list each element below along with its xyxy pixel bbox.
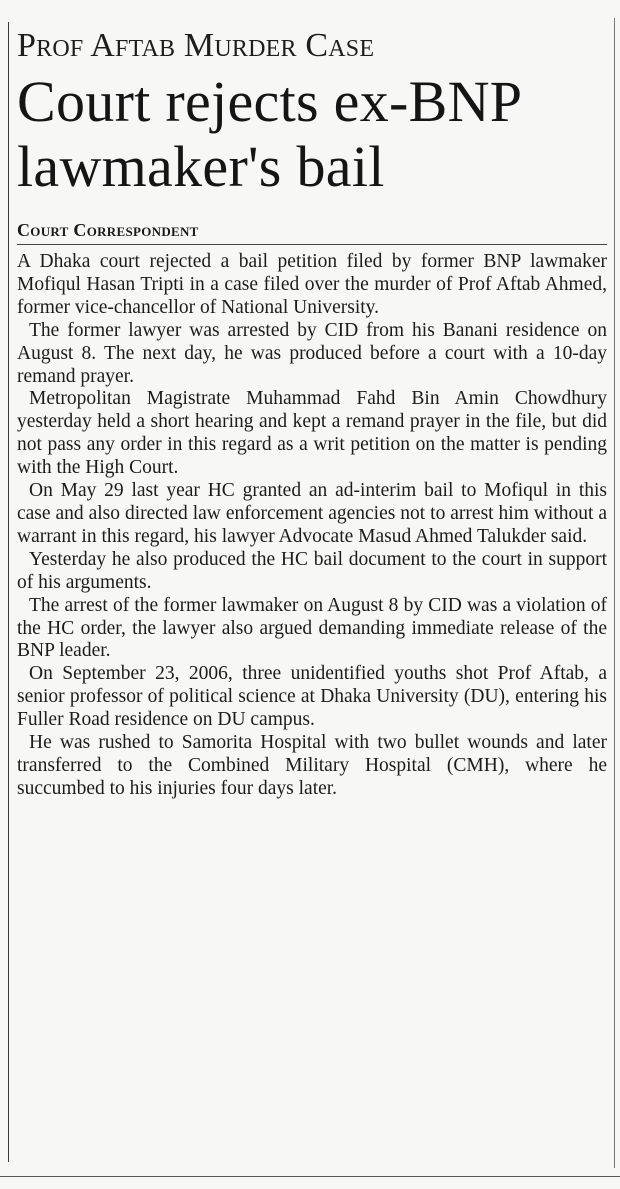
column-rule-right	[614, 18, 615, 1168]
article-kicker: Prof Aftab Murder Case	[17, 27, 375, 64]
paragraph-7: On September 23, 2006, three unidentified youths shot Prof Aftab, a senior professor of political science at Dhaka University (DU), entering his Fuller Road residence on DU campus.	[17, 663, 607, 731]
paragraph-5: Yesterday he also produced the HC bail document to the court in support of his arguments.	[17, 548, 607, 593]
paragraph-6: The arrest of the former lawmaker on August 8 by CID was a violation of the HC order, the lawyer also argued demanding immediate release of the BNP leader.	[17, 594, 607, 662]
article-headline: Court rejects ex-BNP lawmaker's bail	[17, 69, 521, 199]
paragraph-1: A Dhaka court rejected a bail petition filed by former BNP lawmaker Mofiqul Hasan Tripti in a case filed over the murder of Prof Aftab Ahmed, former vice-chancellor of National University.	[17, 251, 607, 318]
article	[17, 26, 607, 801]
article-byline: Court Correspondent	[17, 220, 199, 240]
paragraph-8: He was rushed to Samorita Hospital with two bullet wounds and later transferred to the Combined Military Hospital (CMH), where he succumbed to his injuries four days later.	[17, 732, 607, 799]
paragraph-4: On May 29 last year HC granted an ad-interim bail to Mofiqul in this case and also directed law enforcement agencies not to arrest him without a warrant in this regard, his lawyer Advocate Masud Ahmed Talukder said.	[17, 480, 607, 547]
bottom-rule	[0, 1176, 620, 1177]
byline-rule	[17, 244, 607, 245]
column-rule-left	[8, 22, 9, 1162]
paragraph-2: The former lawyer was arrested by CID from his Banani residence on August 8. The next day, he was produced before a court with a 10-day remand prayer.	[17, 319, 607, 387]
article-body	[17, 251, 607, 801]
paragraph-3: Metropolitan Magistrate Muhammad Fahd Bin Amin Chowdhury yesterday held a short hearing and kept a remand prayer in the file, but did not pass any order in this regard as a writ petition on the matter is pending with the High Court.	[17, 388, 607, 479]
